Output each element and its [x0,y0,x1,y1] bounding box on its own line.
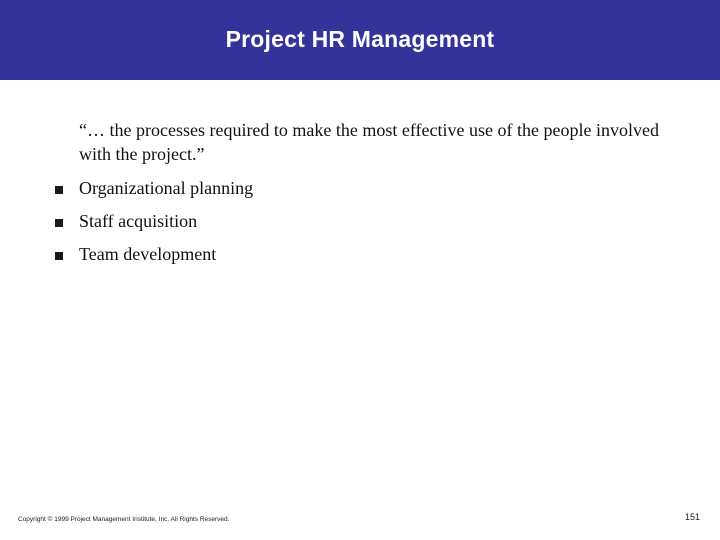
slide-title: Project HR Management [225,25,495,52]
bullet-text: Team development [79,244,217,264]
bullet-text: Staff acquisition [79,211,198,231]
definition-quote: “… the processes required to make the most effective use of the people involved with the project.” [79,120,659,164]
square-bullet-icon [55,252,63,260]
square-bullet-icon [55,186,63,194]
list-item [0,240,720,273]
bullet-list [0,174,720,273]
bullet-text: Organizational planning [79,178,254,198]
copyright-notice: Copyright © 1999 Project Management Institute, Inc. All Rights Reserved. [18,516,230,523]
title-bar [0,0,720,80]
page-number: 151 [684,512,700,522]
square-bullet-icon [55,219,63,227]
list-item [0,174,720,207]
list-item [0,207,720,240]
